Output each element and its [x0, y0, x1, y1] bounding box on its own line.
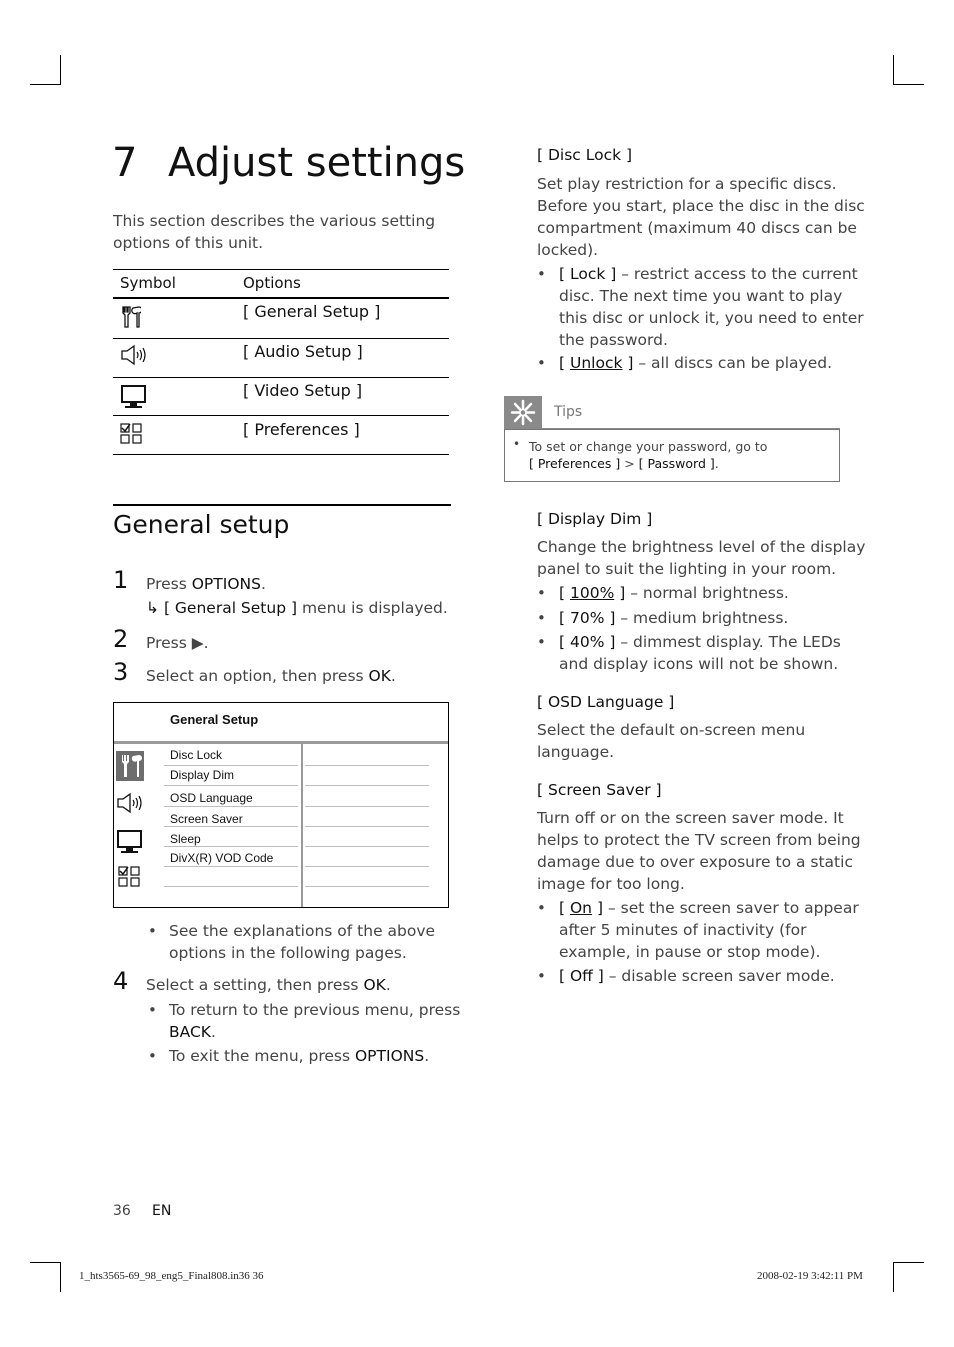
step-number: 3	[113, 658, 129, 686]
general-setup-menu	[113, 702, 449, 908]
audio-setup-icon	[120, 344, 148, 370]
display-dim-70: [ 70% ] – medium brightness.	[559, 609, 789, 627]
disc-lock-heading: [ Disc Lock ]	[537, 146, 633, 164]
crop-mark	[893, 1262, 894, 1292]
bullet: •	[148, 1001, 157, 1019]
bullet: •	[537, 584, 546, 602]
menu-row-line	[164, 886, 298, 887]
general-setup-icon	[119, 305, 141, 333]
bullet: •	[148, 922, 157, 940]
disc-lock-desc: Set play restriction for a specific discs. Before you start, place the disc in the disc compartment (maximum 40 discs can be locked).	[537, 175, 865, 259]
step-4-bullet-exit: To exit the menu, press OPTIONS.	[169, 1047, 430, 1065]
menu-value-line	[305, 785, 429, 786]
crop-mark	[893, 84, 924, 85]
bullet: •	[537, 633, 546, 651]
preferences-icon	[118, 866, 142, 892]
menu-item-sleep[interactable]: Sleep	[170, 832, 201, 846]
disc-lock-unlock: [ Unlock ] – all discs can be played.	[559, 354, 833, 372]
osd-language-desc: Select the default on-screen menu language.	[537, 721, 806, 761]
screen-saver-on: [ On ] – set the screen saver to appear after 5 minutes of inactivity (for example, in pause or stop mode).	[559, 899, 859, 961]
menu-value-line	[305, 886, 429, 887]
intro-line: options of this unit.	[113, 234, 264, 252]
option-general-setup: [ General Setup ]	[243, 302, 381, 321]
crop-mark	[30, 1262, 61, 1263]
menu-divider	[114, 741, 448, 744]
osd-language-heading: [ OSD Language ]	[537, 693, 675, 711]
section-rule	[113, 504, 451, 506]
table-rule	[113, 377, 449, 378]
audio-setup-icon	[116, 792, 144, 818]
step-number: 1	[113, 566, 129, 594]
step-1-result: ↳ [ General Setup ] menu is displayed.	[146, 599, 448, 617]
menu-row-line	[164, 806, 298, 807]
bullet: •	[537, 354, 546, 372]
menu-value-line	[305, 765, 429, 766]
menu-item-divx-vod-code[interactable]: DivX(R) VOD Code	[170, 851, 274, 865]
display-dim-heading: [ Display Dim ]	[537, 510, 653, 528]
menu-value-line	[305, 806, 429, 807]
menu-value-line	[305, 846, 429, 847]
chapter-title: Adjust settings	[168, 140, 466, 186]
table-rule	[113, 297, 449, 299]
menu-row-line	[164, 826, 298, 827]
option-preferences: [ Preferences ]	[243, 420, 360, 439]
menu-item-osd-language[interactable]: OSD Language	[170, 791, 253, 805]
display-dim-desc: Change the brightness level of the display panel to suit the lighting in your room.	[537, 538, 866, 578]
option-audio-setup: [ Audio Setup ]	[243, 342, 363, 361]
display-dim-40: [ 40% ] – dimmest display. The LEDs and display icons will not be shown.	[559, 633, 841, 673]
intro-line: This section describes the various setting	[113, 212, 436, 230]
menu-value-line	[305, 826, 429, 827]
step-number: 2	[113, 625, 129, 653]
table-rule	[113, 269, 449, 270]
step-3-text: Select an option, then press OK.	[146, 667, 396, 685]
display-dim-100: [ 100% ] – normal brightness.	[559, 584, 789, 602]
menu-row-line	[164, 846, 298, 847]
table-header-symbol: Symbol	[120, 274, 176, 292]
table-rule	[113, 454, 449, 455]
screen-saver-heading: [ Screen Saver ]	[537, 781, 662, 799]
language-code: EN	[152, 1203, 172, 1219]
general-setup-icon	[116, 751, 144, 785]
bullet: •	[537, 899, 546, 917]
menu-title: General Setup	[170, 712, 259, 727]
table-rule	[113, 415, 449, 416]
step-2-text: Press ▶.	[146, 634, 209, 652]
table-rule	[113, 338, 449, 339]
step-number: 4	[113, 967, 129, 995]
screen-saver-desc: Turn off or on the screen saver mode. It helps to protect the TV screen from being damage due to over exposure to a static image for too long.	[537, 809, 861, 893]
bullet: •	[513, 437, 521, 451]
tips-text: To set or change your password, go to [ Preferences ] > [ Password ].	[529, 439, 768, 471]
intro-text	[113, 210, 435, 254]
crop-mark	[30, 84, 61, 85]
preferences-icon	[120, 423, 144, 449]
disc-lock-lock: [ Lock ] – restrict access to the current disc. The next time you want to play this disc or unlock it, you need to enter the password.	[559, 265, 864, 349]
menu-column-divider	[301, 744, 303, 907]
crop-mark	[893, 1262, 924, 1263]
bullet: •	[537, 967, 546, 985]
menu-item-display-dim[interactable]: Display Dim	[170, 768, 235, 782]
bullet: •	[537, 265, 546, 283]
chapter-number: 7	[112, 140, 138, 186]
menu-row-line	[164, 785, 298, 786]
file-info: 1_hts3565-69_98_eng5_Final808.in36 36	[79, 1270, 264, 1282]
screen-saver-off: [ Off ] – disable screen saver mode.	[559, 967, 835, 985]
print-date: 2008-02-19 3:42:11 PM	[757, 1270, 863, 1282]
menu-row-line	[164, 866, 298, 867]
bullet: •	[537, 609, 546, 627]
menu-item-disc-lock[interactable]: Disc Lock	[170, 748, 223, 762]
video-setup-icon	[120, 384, 148, 414]
page-number: 36	[113, 1203, 131, 1219]
option-video-setup: [ Video Setup ]	[243, 381, 363, 400]
menu-item-screen-saver[interactable]: Screen Saver	[170, 812, 243, 826]
step-4-bullet-back: To return to the previous menu, press BACK.	[169, 1001, 461, 1041]
tips-label: Tips	[554, 404, 583, 420]
crop-mark	[60, 1262, 61, 1292]
bullet: •	[148, 1047, 157, 1065]
tips-icon	[504, 396, 542, 429]
video-setup-icon	[116, 829, 144, 859]
menu-value-line	[305, 866, 429, 867]
step-4-text: Select a setting, then press OK.	[146, 976, 391, 994]
crop-mark	[893, 55, 894, 85]
step-1-text: Press OPTIONS.	[146, 575, 266, 593]
menu-row-line	[164, 765, 298, 766]
table-header-options: Options	[243, 274, 301, 292]
menu-note: See the explanations of the above options in the following pages.	[169, 922, 436, 962]
crop-mark	[60, 55, 61, 85]
section-heading: General setup	[113, 510, 290, 539]
